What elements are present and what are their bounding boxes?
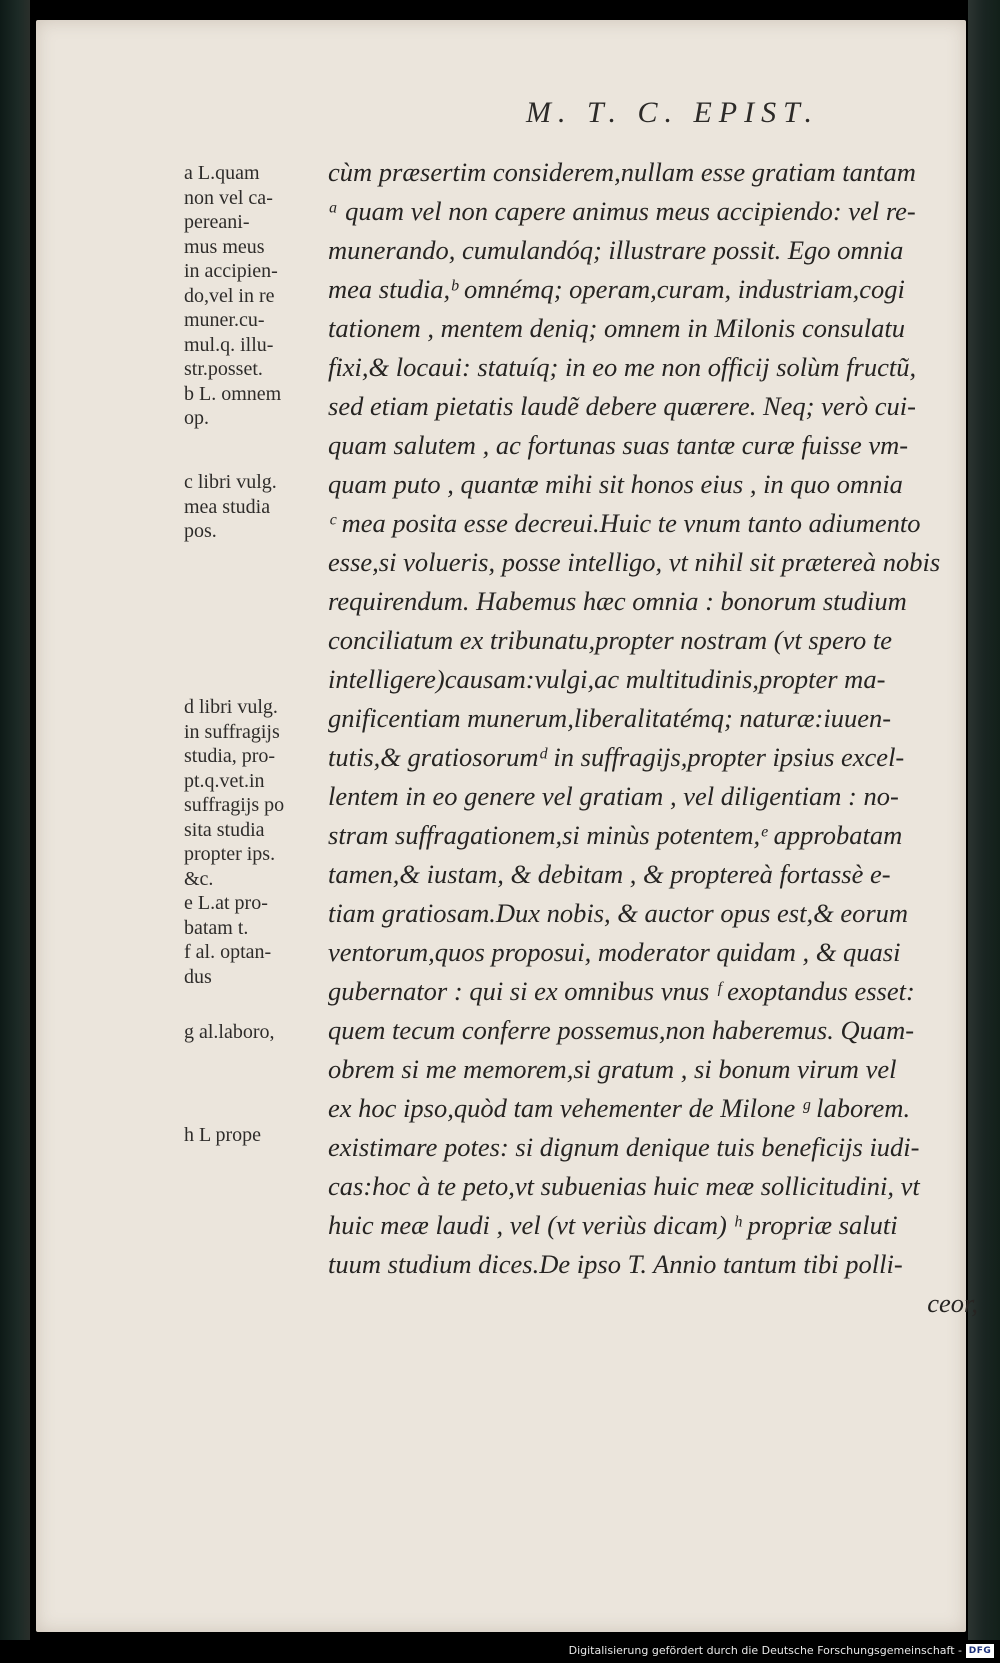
text-line: lentem in eo genere vel gratiam , vel diligentiam : no- [328, 781, 899, 811]
marginal-note: c libri vulg. mea studia pos. [184, 471, 277, 542]
text-line: gnificentiam munerum,liberalitatémq; naturæ:iuuen- [328, 703, 892, 733]
text-line: ᵃ quam vel non capere animus meus accipiendo: vel re- [328, 196, 916, 226]
marginal-note: h L prope [184, 1124, 262, 1146]
text-line: existimare potes: si dignum denique tuis beneficijs iudi- [328, 1132, 920, 1162]
text-line: mea studia,ᵇ omnémq; operam,curam, industriam,cogi [328, 274, 905, 304]
marginal-notes [184, 20, 324, 1320]
text-line: cas:hoc à te peto,vt subuenias huic meæ sollicitudini, vt [328, 1171, 920, 1201]
text-line: quem tecum conferre possemus,non haberemus. Quam- [328, 1015, 915, 1045]
funding-credit: Digitalisierung gefördert durch die Deutsche Forschungsgemeinschaft - [568, 1644, 962, 1657]
running-header: M. T. C. EPIST. [526, 96, 820, 129]
marginal-note: a L.quam non vel ca- pereani- mus meus in accipien- do,vel in re muner.cu- mul.q. illu- str.posset. b L. omnem op. [184, 162, 282, 429]
text-line: stram suffragationem,si minùs potentem,ᵉ approbatam [328, 820, 903, 850]
text-line: tutis,& gratiosorumᵈ in suffragijs,propter ipsius excel- [328, 742, 905, 772]
text-line: sed etiam pietatis laudẽ debere quærere. Neq; verò cui- [328, 391, 916, 421]
digitization-footer [0, 1641, 1000, 1663]
book-page [36, 20, 978, 1632]
text-line: ᶜ mea posita esse decreui.Huic te vnum tanto adiumento [328, 508, 921, 538]
text-line: tiam gratiosam.Dux nobis, & auctor opus est,& eorum [328, 898, 909, 928]
dfg-logo-icon: DFG [966, 1644, 994, 1658]
text-line: tationem , mentem deniq; omnem in Milonis consulatu [328, 313, 906, 343]
text-line: intelligere)causam:vulgi,ac multitudinis,propter ma- [328, 664, 886, 694]
main-text-block [328, 153, 988, 1323]
text-line: quam puto , quantæ mihi sit honos eius , in quo omnia [328, 469, 903, 499]
marginal-note: d libri vulg. in suffragijs studia, pro- pt.q.vet.in suffragijs po sita studia propter ips. &c. e L.at pro- batam t. f al. optan- dus [184, 696, 285, 988]
text-line: munerando, cumulandóq; illustrare possit. Ego omnia [328, 235, 904, 265]
text-line: tamen,& iustam, & debitam , & proptereà fortassè e- [328, 859, 891, 889]
text-line: tuum studium dices.De ipso T. Annio tantum tibi polli- [328, 1249, 903, 1279]
text-line: cùm præsertim considerem,nullam esse gratiam tantam [328, 157, 916, 187]
text-line: ex hoc ipso,quòd tam vehementer de Milone ᵍ laborem. [328, 1093, 911, 1123]
text-line: ventorum,quos proposui, moderator quidam , & quasi [328, 937, 901, 967]
binding-left-edge [0, 0, 30, 1640]
text-line: quam salutem , ac fortunas suas tantæ curæ fuisse vm- [328, 430, 909, 460]
text-line: obrem si me memorem,si gratum , si bonum virum vel [328, 1054, 897, 1084]
text-line: huic meæ laudi , vel (vt veriùs dicam) ʰ propriæ saluti [328, 1210, 898, 1240]
marginal-note: g al.laboro, [184, 1021, 275, 1043]
text-line: esse,si volueris, posse intelligo, vt nihil sit prætereà nobis [328, 547, 941, 577]
text-line: requirendum. Habemus hæc omnia : bonorum studium [328, 586, 907, 616]
catchword: ceor, [927, 1288, 978, 1318]
text-line: gubernator : qui si ex omnibus vnus ᶠ exoptandus esset: [328, 976, 915, 1006]
text-line: fixi,& locaui: statuíq; in eo me non officij solùm fructũ, [328, 352, 917, 382]
text-line: conciliatum ex tribunatu,propter nostram (vt spero te [328, 625, 893, 655]
